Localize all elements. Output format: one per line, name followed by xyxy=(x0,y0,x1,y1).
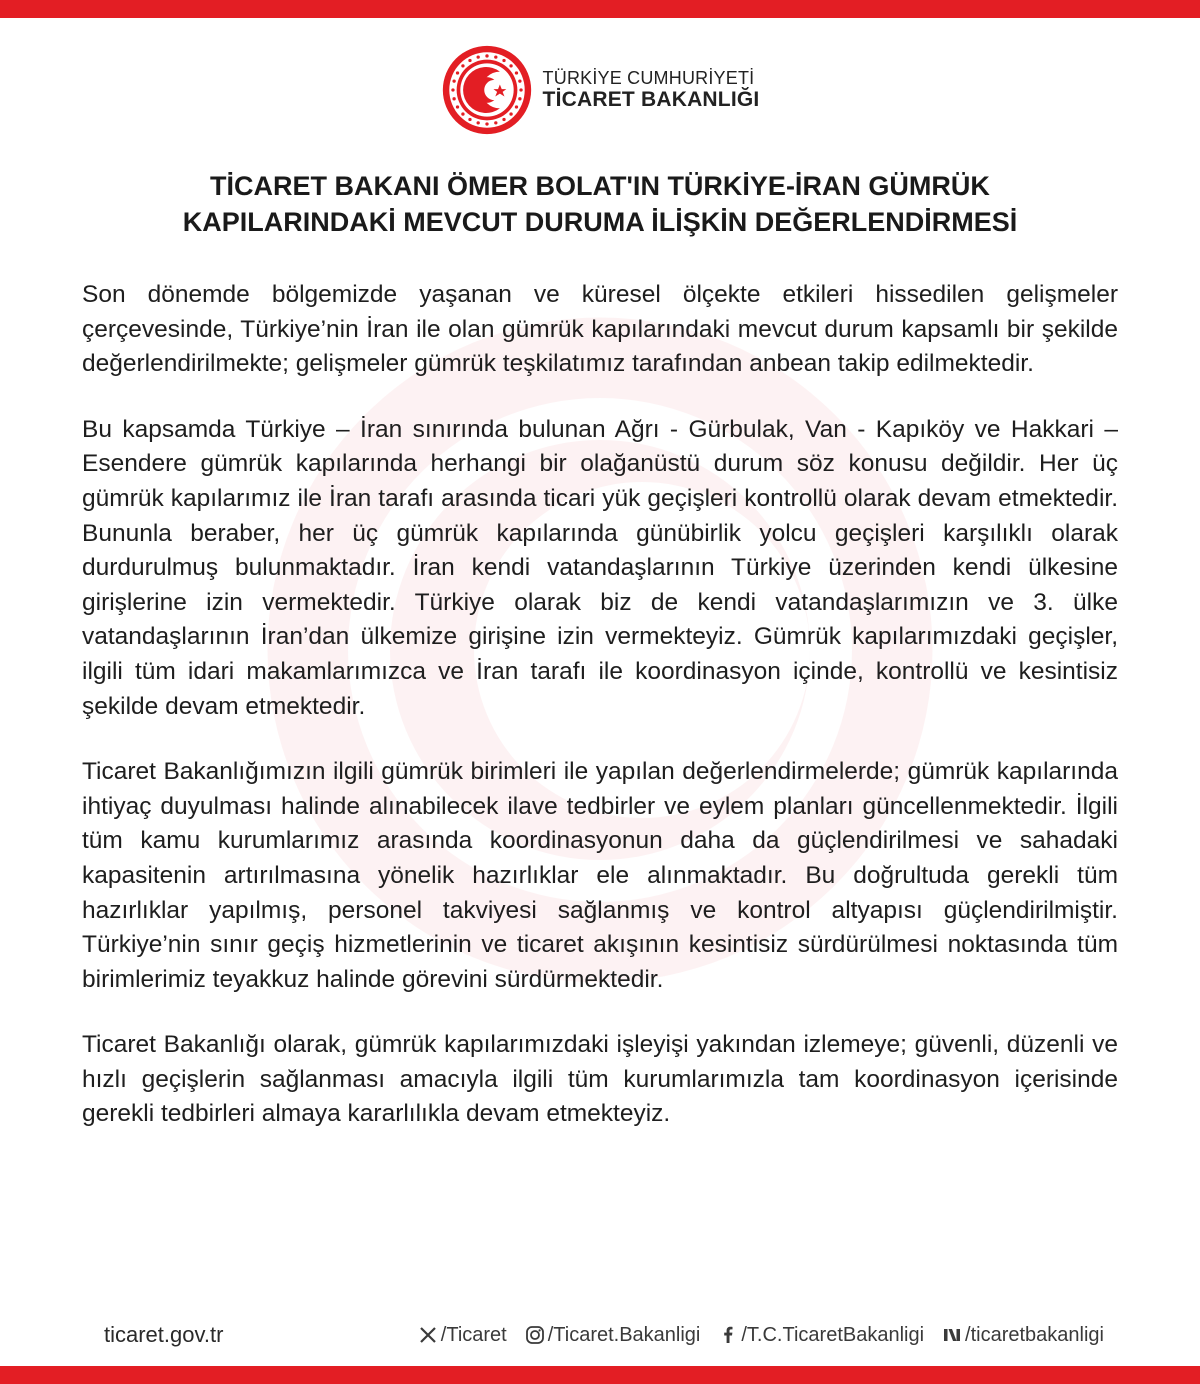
social-handle-nsosyal: /ticaretbakanligi xyxy=(965,1323,1104,1346)
emblem-dot xyxy=(518,97,521,100)
emblem-dot xyxy=(509,64,512,67)
top-red-bar xyxy=(0,0,1200,18)
emblem-dot xyxy=(455,105,458,108)
emblem-dot xyxy=(514,71,517,74)
paragraph-1: Son dönemde bölgemizde yaşanan ve küresel ölçekte etkileri hissedilen gelişmeler çerçevesinde, Türkiye’nin İran ile olan gümrük kapılarındaki mevcut durum kapsamlı bir şekilde değerlendirilmekte; gelişmeler gümrük teşkilatımız tarafından anbean takip edilmektedir. xyxy=(82,281,1118,378)
bottom-red-bar xyxy=(0,1366,1200,1384)
social-link-x[interactable] xyxy=(418,1324,507,1347)
ministry-header xyxy=(0,44,1200,136)
emblem-dot xyxy=(461,112,464,115)
social-handle-x: /Ticaret xyxy=(440,1323,507,1346)
social-link-instagram[interactable] xyxy=(525,1324,701,1347)
social-link-nsosyal[interactable] xyxy=(942,1324,1104,1347)
emblem-dot xyxy=(452,80,455,83)
title-line1: TİCARET BAKANI ÖMER BOLAT'IN TÜRKİYE-İRAN GÜMRÜK xyxy=(210,171,990,201)
emblem-dot xyxy=(468,59,471,62)
instagram-icon xyxy=(525,1325,545,1345)
emblem-dot xyxy=(485,122,488,125)
title-line2: KAPILARINDAKİ MEVCUT DURUMA İLİŞKİN DEĞERLENDİRMESİ xyxy=(182,207,1018,237)
social-handle-facebook: /T.C.TicaretBakanligi xyxy=(741,1323,925,1346)
paragraph-2: Bu kapsamda Türkiye – İran sınırında bulunan Ağrı - Gürbulak, Van - Kapıköy ve Hakkari – Esendere gümrük kapılarında herhangi bir olağanüstü durum söz konusu değildir. Her üç gümrük kapılarımız ile İran tarafı arasında ticari yük geçişleri kontrollü olarak devam etmektedir. Bununla beraber, her üç gümrük kapılarında günübirlik yolcu geçişleri karşılıklı olarak durdurulmuş bulunmaktadır. İran kendi vatandaşlarının Türkiye üzerinden kendi ülkesine girişlerine izin vermektedir. Türkiye olarak biz de kendi vatandaşlarımızın ve 3. ülke vatandaşlarının İran’dan ülkemize girişine izin vermekteyiz. Gümrük kapılarımızdaki geçişler, ilgili tüm idari makamlarımızca ve İran tarafı ile koordinasyon içinde, kontrollü ve kesintisiz şekilde devam etmektedir. xyxy=(82,415,1118,720)
social-links xyxy=(400,1324,1104,1347)
paragraph-4: Ticaret Bakanlığı olarak, gümrük kapılarımızdaki işleyişi yakından izlemeye; güvenli, düzenli ve hızlı geçişlerin sağlanması amacıyla ilgili tüm kurumlarımızla tam koordinasyon içerisinde gerekli tedbirleri almaya kararlılıkla devam etmekteyiz. xyxy=(82,1031,1118,1128)
press-release-title xyxy=(100,168,1100,240)
footer xyxy=(104,1320,1104,1350)
ministry-emblem-icon xyxy=(441,44,533,136)
emblem-dot xyxy=(502,59,505,62)
facebook-icon xyxy=(718,1325,738,1345)
emblem-dot xyxy=(476,121,479,124)
emblem-dot xyxy=(451,88,454,91)
emblem-dot xyxy=(509,112,512,115)
social-link-facebook[interactable] xyxy=(718,1324,924,1347)
ministry-name xyxy=(543,68,760,113)
website-link[interactable]: ticaret.gov.tr xyxy=(104,1322,224,1347)
emblem-dot xyxy=(502,118,505,121)
emblem-dot xyxy=(514,105,517,108)
emblem-dot xyxy=(461,64,464,67)
nsosyal-icon xyxy=(942,1325,962,1345)
ministry-name-line2: TİCARET BAKANLIĞI xyxy=(542,88,760,112)
ministry-name-line1: TÜRKİYE CUMHURİYETİ xyxy=(542,67,755,88)
emblem-dot xyxy=(519,88,522,91)
emblem-dot xyxy=(455,71,458,74)
emblem-dot xyxy=(476,55,479,58)
x-icon xyxy=(418,1325,438,1345)
emblem-dot xyxy=(485,54,488,57)
emblem-dot xyxy=(518,80,521,83)
emblem-dot xyxy=(494,55,497,58)
paragraph-3: Ticaret Bakanlığımızın ilgili gümrük birimleri ile yapılan değerlendirmelerde; gümrük kapılarında ihtiyaç duyulması halinde alınabilecek ilave tedbirler ve eylem planları güncellenmektedir. İlgili tüm kamu kurumlarımız arasında koordinasyonun daha da güçlendirilmesi ve sahadaki kapasitenin artırılmasına yönelik hazırlıklar ele alınmaktadır. Bu doğrultuda gerekli tüm hazırlıklar yapılmış, personel takviyesi sağlanmış ve kontrol altyapısı güçlendirilmiştir. Türkiye’nin sınır geçiş hizmetlerinin ve ticaret akışının kesintisiz sürdürülmesi noktasında tüm birimlerimiz teyakkuz halinde görevini sürdürmektedir. xyxy=(82,758,1118,993)
social-handle-instagram: /Ticaret.Bakanligi xyxy=(547,1323,701,1346)
press-release-body xyxy=(82,278,1118,1163)
emblem-dot xyxy=(468,118,471,121)
emblem-dot xyxy=(494,121,497,124)
emblem-dot xyxy=(452,97,455,100)
